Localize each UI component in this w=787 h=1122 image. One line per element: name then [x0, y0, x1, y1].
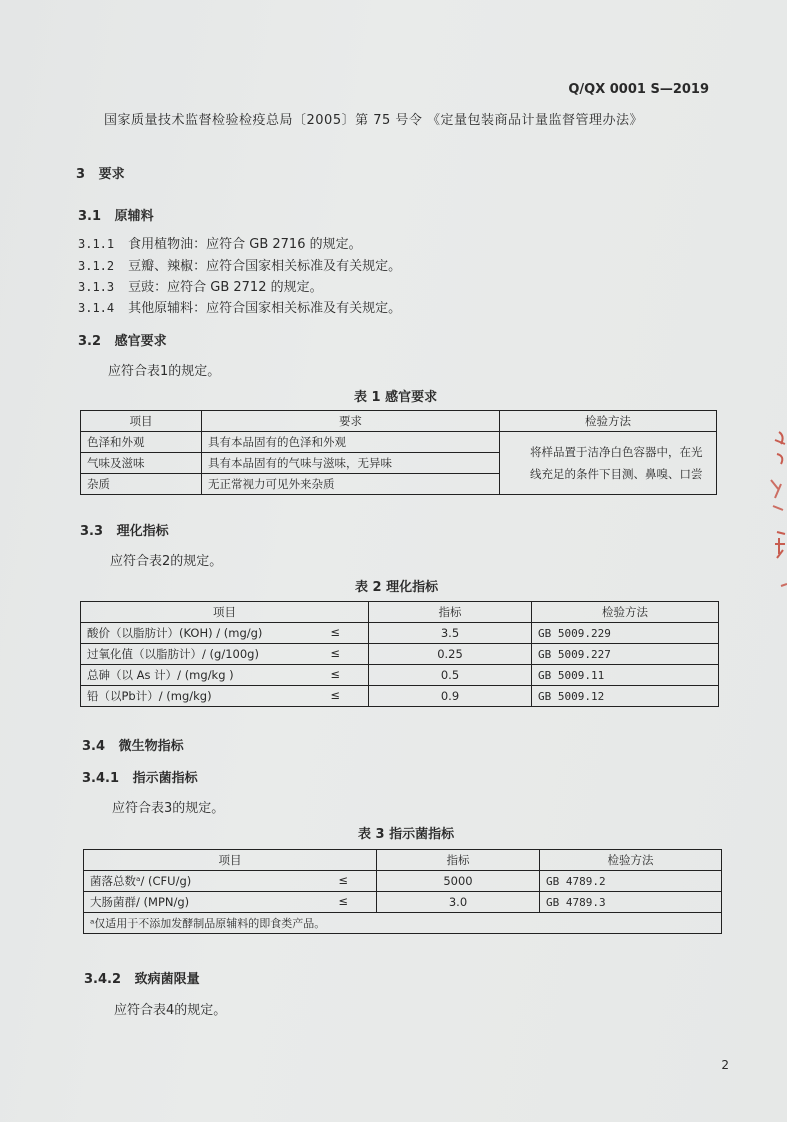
- table-row: 酸价（以脂肪计）(KOH) / (mg/g) ≤ 3.5 GB 5009.229: [81, 623, 719, 644]
- table-header: 检验方法: [540, 850, 722, 871]
- section-number: 3.4.1: [82, 771, 120, 786]
- table-1-title: 表 1 感官要求: [354, 390, 438, 405]
- table-footnote-row: [84, 913, 722, 934]
- section-number: 3.3: [80, 524, 104, 539]
- section-title: 原辅料: [114, 209, 154, 224]
- page-number: 2: [721, 1058, 729, 1072]
- table-header: 指标: [369, 602, 532, 623]
- section-number: 3.4: [82, 739, 106, 754]
- section-number: 3.1: [78, 209, 102, 224]
- section-3-4-1-heading: [82, 767, 198, 786]
- section-title: 致病菌限量: [134, 972, 200, 987]
- table-3-indicator-bacteria: [83, 849, 722, 934]
- section-title: 理化指标: [116, 524, 169, 539]
- section-3-3-heading: [80, 520, 169, 539]
- clause-3-1-4: 3.1.4 其他原辅料：应符合国家相关标准及有关规定。: [78, 301, 402, 316]
- clause-3-1-3: 3.1.3 豆豉：应符合 GB 2712 的规定。: [78, 280, 323, 295]
- table-header: 指标: [377, 850, 540, 871]
- table-header: 要求: [202, 411, 500, 432]
- inspection-method: 将样品置于洁净白色容器中，在光线充足的条件下目测、鼻嗅、口尝: [500, 432, 717, 495]
- section-3-2-heading: [78, 330, 167, 349]
- seal-stamp-fragment: [757, 420, 787, 600]
- table-row: 铅（以Pb计）/ (mg/kg) ≤ 0.9 GB 5009.12: [81, 686, 719, 707]
- table-header: 项目: [81, 411, 202, 432]
- section-3-4-2-heading: [84, 968, 200, 987]
- section-number: 3.2: [78, 334, 102, 349]
- table-row: 气味及滋味 具有本品固有的气味与滋味，无异味: [81, 453, 717, 474]
- section-title: 要求: [98, 167, 125, 182]
- table-row: 大肠菌群/ (MPN/g) ≤ 3.0 GB 4789.3: [84, 892, 722, 913]
- table-row: 过氧化值（以脂肪计）/ (g/100g) ≤ 0.25 GB 5009.227: [81, 644, 719, 665]
- section-3-3-text: 应符合表2的规定。: [110, 554, 223, 569]
- table-footnote: ᵃ仅适用于不添加发酵制品原辅料的即食类产品。: [84, 913, 722, 934]
- table-2-title: 表 2 理化指标: [355, 580, 439, 595]
- table-header: 检验方法: [500, 411, 717, 432]
- table-3-title: 表 3 指示菌指标: [358, 827, 455, 842]
- section-3-2-text: 应符合表1的规定。: [108, 364, 221, 379]
- table-header: 检验方法: [532, 602, 719, 623]
- table-header: 项目: [84, 850, 377, 871]
- section-3-heading: [76, 163, 125, 182]
- reference-line: 国家质量技术监督检验检疫总局〔2005〕第 75 号令 《定量包装商品计量监督管理办法》: [104, 113, 644, 128]
- table-header: 项目: [81, 602, 369, 623]
- section-title: 微生物指标: [118, 739, 184, 754]
- section-number: 3: [76, 167, 86, 182]
- section-3-4-1-text: 应符合表3的规定。: [112, 801, 225, 816]
- table-2-physicochemical: [80, 601, 719, 707]
- section-3-4-2-text: 应符合表4的规定。: [114, 1003, 227, 1018]
- table-row: 总砷（以 As 计）/ (mg/kg ) ≤ 0.5 GB 5009.11: [81, 665, 719, 686]
- section-3-4-heading: [82, 735, 184, 754]
- section-title: 感官要求: [114, 334, 167, 349]
- table-1-sensory: [80, 410, 717, 495]
- table-row: 杂质 无正常视力可见外来杂质: [81, 474, 717, 495]
- section-3-1-heading: [78, 205, 154, 224]
- clause-3-1-1: 3.1.1 食用植物油：应符合 GB 2716 的规定。: [78, 237, 362, 252]
- clause-3-1-2: 3.1.2 豆瓣、辣椒：应符合国家相关标准及有关规定。: [78, 259, 402, 274]
- section-title: 指示菌指标: [132, 771, 198, 786]
- table-row: 色泽和外观 具有本品固有的色泽和外观 将样品置于洁净白色容器中，在光线充足的条件下目测、鼻嗅、口尝: [81, 432, 717, 453]
- table-row: 菌落总数ᵃ/ (CFU/g) ≤ 5000 GB 4789.2: [84, 871, 722, 892]
- section-number: 3.4.2: [84, 972, 122, 987]
- standard-number: Q/QX 0001 S—2019: [568, 82, 709, 97]
